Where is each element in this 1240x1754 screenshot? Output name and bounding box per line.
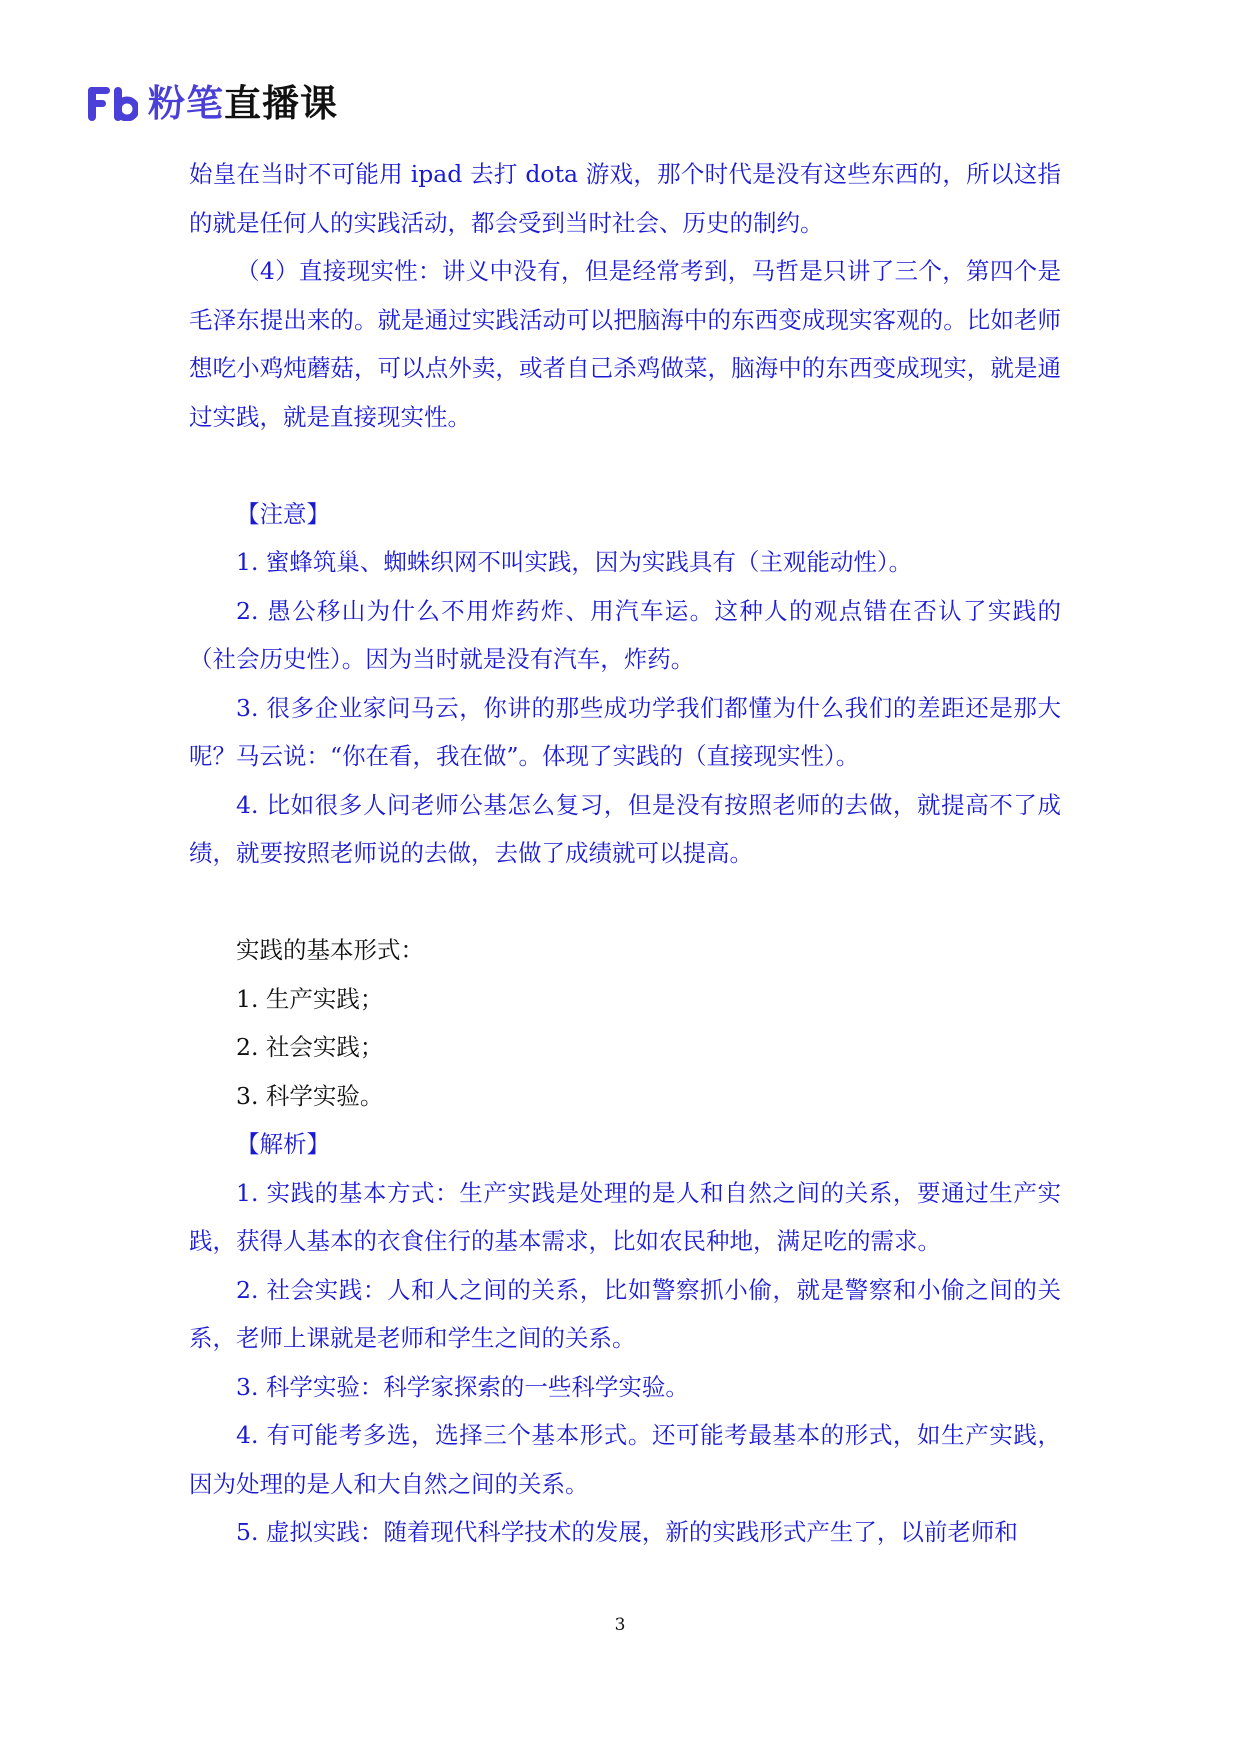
note-item-2: 2. 愚公移山为什么不用炸药炸、用汽车运。这种人的观点错在否认了实践的（社会历史性）。因为当时就是没有汽车，炸药。: [189, 596, 1061, 673]
spacer: [189, 878, 1061, 927]
analysis-item-5: 5. 虚拟实践：随着现代科学技术的发展，新的实践形式产生了，以前老师和: [236, 1518, 1018, 1546]
note-item-1: 1. 蜜蜂筑巢、蜘蛛织网不叫实践，因为实践具有（主观能动性）。: [236, 548, 913, 576]
note-item-4: 4. 比如很多人问老师公基怎么复习，但是没有按照老师的去做，就提高不了成绩，就要按照老师说的去做，去做了成绩就可以提高。: [189, 790, 1061, 867]
logo-rest: 直播课: [224, 82, 338, 125]
analysis-item-4: 4. 有可能考多选，选择三个基本形式。还可能考最基本的形式，如生产实践，因为处理的是人和大自然之间的关系。: [189, 1421, 1061, 1498]
analysis-item-2: 2. 社会实践：人和人之间的关系，比如警察抓小偷，就是警察和小偷之间的关系，老师上课就是老师和学生之间的关系。: [189, 1275, 1061, 1352]
paragraph-direct-reality: （4）直接现实性：讲义中没有，但是经常考到，马哲是只讲了三个，第四个是毛泽东提出来的。就是通过实践活动可以把脑海中的东西变成现实客观的。比如老师想吃小鸡炖蘑菇，可以点外卖，或者自己杀鸡做菜，脑海中的东西变成现实，就是通过实践，就是直接现实性。: [189, 257, 1061, 431]
analysis-heading: 【解析】: [236, 1130, 330, 1158]
spacer: [189, 441, 1061, 490]
document-body: [189, 150, 1061, 1557]
paragraph-continuation: 始皇在当时不可能用 ipad 去打 dota 游戏，那个时代是没有这些东西的，所以这指的就是任何人的实践活动，都会受到当时社会、历史的制约。: [189, 160, 1061, 237]
page-number: 3: [614, 1615, 626, 1635]
note-item-3: 3. 很多企业家问马云，你讲的那些成功学我们都懂为什么我们的差距还是那大呢？马云说：“你在看，我在做”。体现了实践的（直接现实性）。: [189, 693, 1061, 770]
fb-logo-icon: [88, 87, 138, 121]
header: [88, 82, 338, 126]
logo-brand: 粉笔: [148, 82, 224, 125]
forms-item-1: 1. 生产实践；: [236, 984, 384, 1013]
analysis-item-1: 1. 实践的基本方式：生产实践是处理的是人和自然之间的关系，要通过生产实践，获得人基本的衣食住行的基本需求，比如农民种地，满足吃的需求。: [189, 1178, 1061, 1255]
forms-item-2: 2. 社会实践；: [236, 1033, 384, 1061]
forms-heading: 实践的基本形式：: [236, 936, 424, 964]
logo-text: [148, 82, 338, 126]
note-heading: 【注意】: [236, 499, 330, 528]
analysis-item-3: 3. 科学实验：科学家探索的一些科学实验。: [236, 1372, 689, 1401]
forms-item-3: 3. 科学实验。: [236, 1081, 384, 1110]
